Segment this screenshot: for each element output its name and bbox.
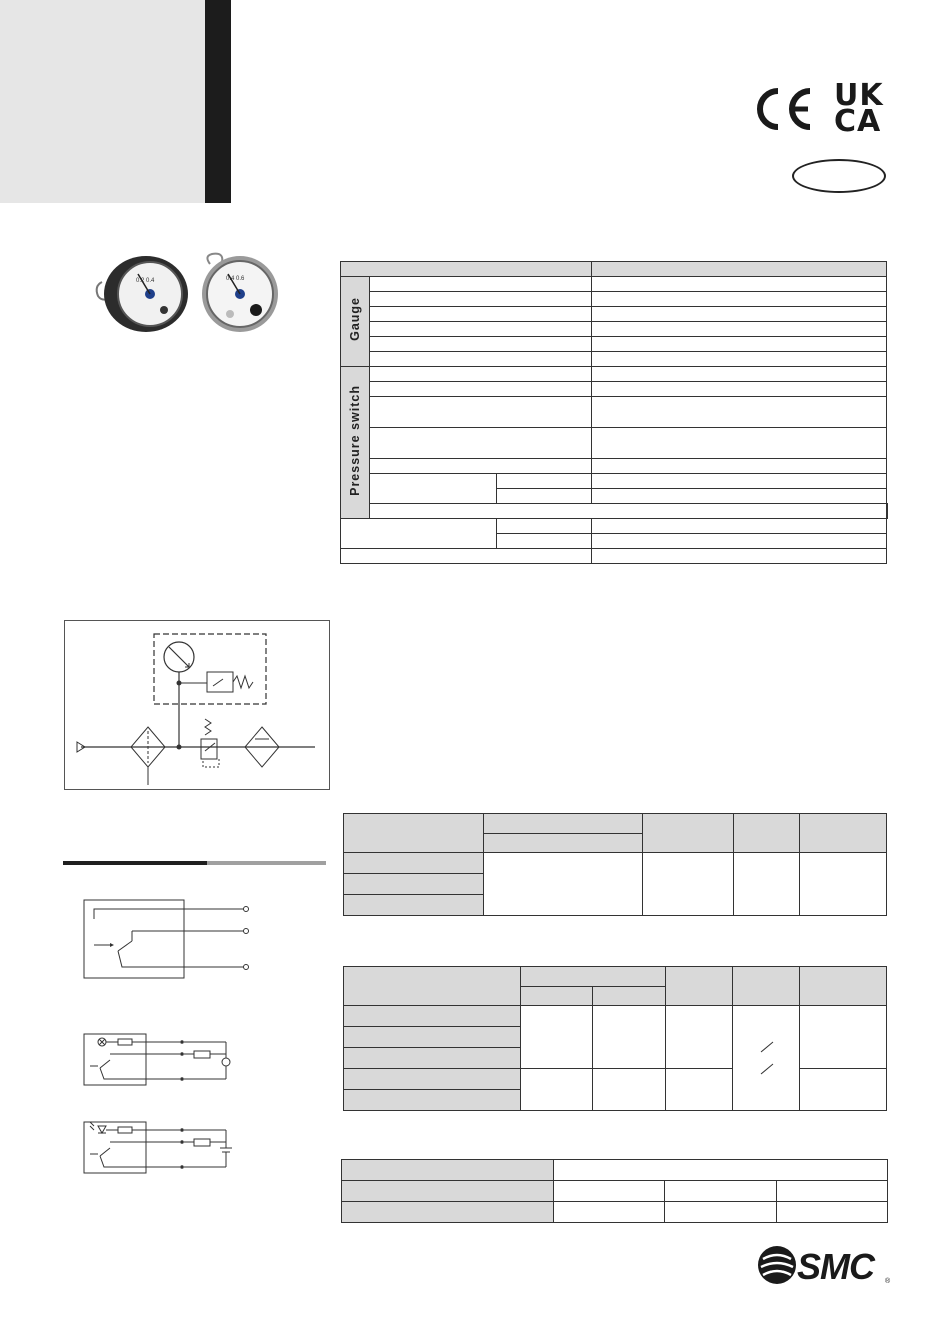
pneumatic-circuit-diagram [64,620,330,790]
table-row [344,853,887,874]
table-row [344,1006,887,1027]
table-row [341,474,888,489]
registered-mark: ® [885,1278,891,1285]
svg-text:0.2 0.4: 0.2 0.4 [136,278,155,284]
table-row [342,1160,888,1181]
circuit-symbol [65,621,329,789]
table-row [341,519,888,534]
wiring-diagram-led-ac [80,1032,240,1087]
group-label-pressure-switch: Pressure switch [341,367,370,519]
table-row [344,814,887,834]
smc-logo-text: SMC [797,1246,874,1287]
section-divider-gray [207,861,326,865]
table-row [341,504,888,519]
table-row [341,428,888,459]
smc-logo [757,1243,897,1287]
table-row [341,307,888,322]
table-row [341,549,888,564]
table-row [342,1202,888,1223]
table-c [343,966,887,1111]
section-divider-dark [63,861,207,865]
table-row [341,262,888,277]
spec-table [340,261,888,564]
product-photo [90,252,290,334]
table-b [343,813,887,916]
svg-text:0.4 0.6: 0.4 0.6 [226,276,245,282]
slash-cell [733,1006,800,1111]
wiring-diagram-contact [80,897,260,979]
ukca-mark [834,78,884,139]
table-row [341,397,888,428]
table-row [341,352,888,367]
oval-badge [792,159,886,193]
table-row [342,1181,888,1202]
header-dark-bar [205,0,231,203]
table-row [344,967,887,987]
table-d [341,1159,888,1223]
ukca-line2: CA [834,104,882,139]
table-row [344,1069,887,1090]
table-row [341,459,888,474]
wiring-diagram-led-dc [80,1120,240,1175]
ukca-line1: UK [834,78,884,113]
ce-mark-icon [752,85,814,133]
table-row [341,382,888,397]
table-row [341,277,888,292]
table-row [341,292,888,307]
table-row [341,367,888,382]
group-label-gauge: Gauge [341,277,370,367]
header-gray-block [0,0,205,203]
table-row [341,337,888,352]
slash-marks [733,1026,799,1086]
table-row [341,322,888,337]
